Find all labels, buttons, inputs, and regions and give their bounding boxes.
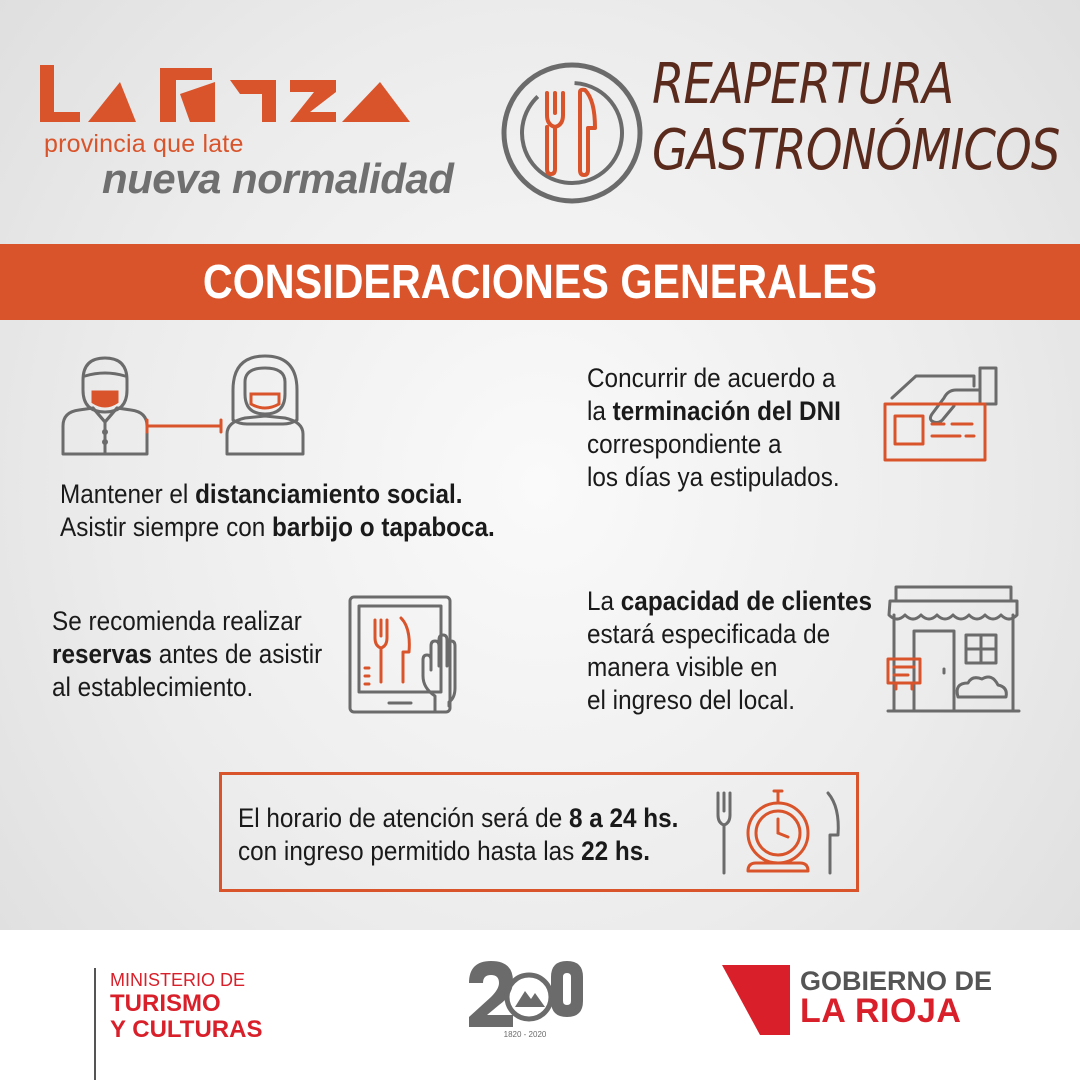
plate-cutlery-icon — [497, 58, 647, 208]
ministry-logo — [110, 970, 262, 1043]
tablet-reservation-icon — [345, 592, 470, 717]
gov-line2: LA RIOJA — [800, 992, 962, 1030]
id-card-hand-icon — [880, 360, 1005, 465]
ministry-line2: TURISMO — [110, 990, 221, 1017]
social-distance-icon — [55, 350, 315, 460]
clock-cutlery-icon — [712, 785, 847, 880]
dni-line4: los días ya estipulados. — [587, 462, 840, 492]
main-title-line2: GASTRONÓMICOS — [652, 118, 1060, 183]
gov-line1: GOBIERNO DE — [800, 966, 993, 996]
hours-text — [238, 802, 678, 868]
hours-line1-bold: 8 a 24 hs. — [568, 803, 679, 833]
distancing-line2-text: Asistir siempre con — [60, 512, 273, 542]
distancing-line2-bold: barbijo o tapaboca. — [272, 512, 495, 542]
hours-line2-bold: 22 hs. — [581, 836, 650, 866]
capacity-line3: manera visible en — [587, 652, 778, 682]
distancing-line1-bold: distanciamiento social. — [195, 479, 463, 509]
dni-line1: Concurrir de acuerdo a — [587, 363, 836, 393]
capacity-line1-text: La — [587, 586, 621, 616]
banner-title: CONSIDERACIONES GENERALES — [202, 255, 878, 309]
ministry-line3: Y CULTURAS — [110, 1016, 263, 1043]
reservations-text — [52, 605, 322, 704]
capacity-line4: el ingreso del local. — [587, 685, 796, 715]
reservations-line3: al establecimiento. — [52, 672, 254, 702]
tagline: nueva normalidad — [102, 155, 454, 202]
capacity-line1-bold: capacidad de clientes — [620, 586, 873, 616]
dni-text — [587, 362, 841, 494]
capacity-line2: estará especificada de — [587, 619, 831, 649]
distancing-line1-text: Mantener el — [60, 479, 196, 509]
dni-line2-text: la — [587, 396, 613, 426]
reservations-line2-text: antes de asistir — [152, 639, 323, 669]
hours-line1-text: El horario de atención será de — [238, 803, 569, 833]
reservations-line2-bold: reservas — [52, 639, 153, 669]
main-title-line1: REAPERTURA — [652, 52, 954, 117]
bicentennial-logo — [465, 955, 585, 1045]
dni-line2-bold: terminación del DNI — [612, 396, 841, 426]
section-banner — [0, 244, 1080, 320]
storefront-icon — [886, 585, 1021, 715]
slogan: provincia que late — [44, 130, 244, 158]
capacity-text — [587, 585, 872, 717]
bicentennial-years: 1820 - 2020 — [503, 1030, 547, 1039]
gobierno-text — [800, 966, 993, 1030]
hours-line2-text: con ingreso permitido hasta las — [238, 836, 582, 866]
reservations-line1: Se recomienda realizar — [52, 606, 302, 636]
gobierno-la-rioja-logo — [722, 965, 790, 1035]
dni-line3: correspondiente a — [587, 429, 782, 459]
distancing-text — [60, 478, 495, 544]
la-rioja-logo — [40, 60, 410, 130]
ministry-line1: MINISTERIO DE — [110, 970, 246, 990]
ministry-divider — [94, 968, 96, 1080]
